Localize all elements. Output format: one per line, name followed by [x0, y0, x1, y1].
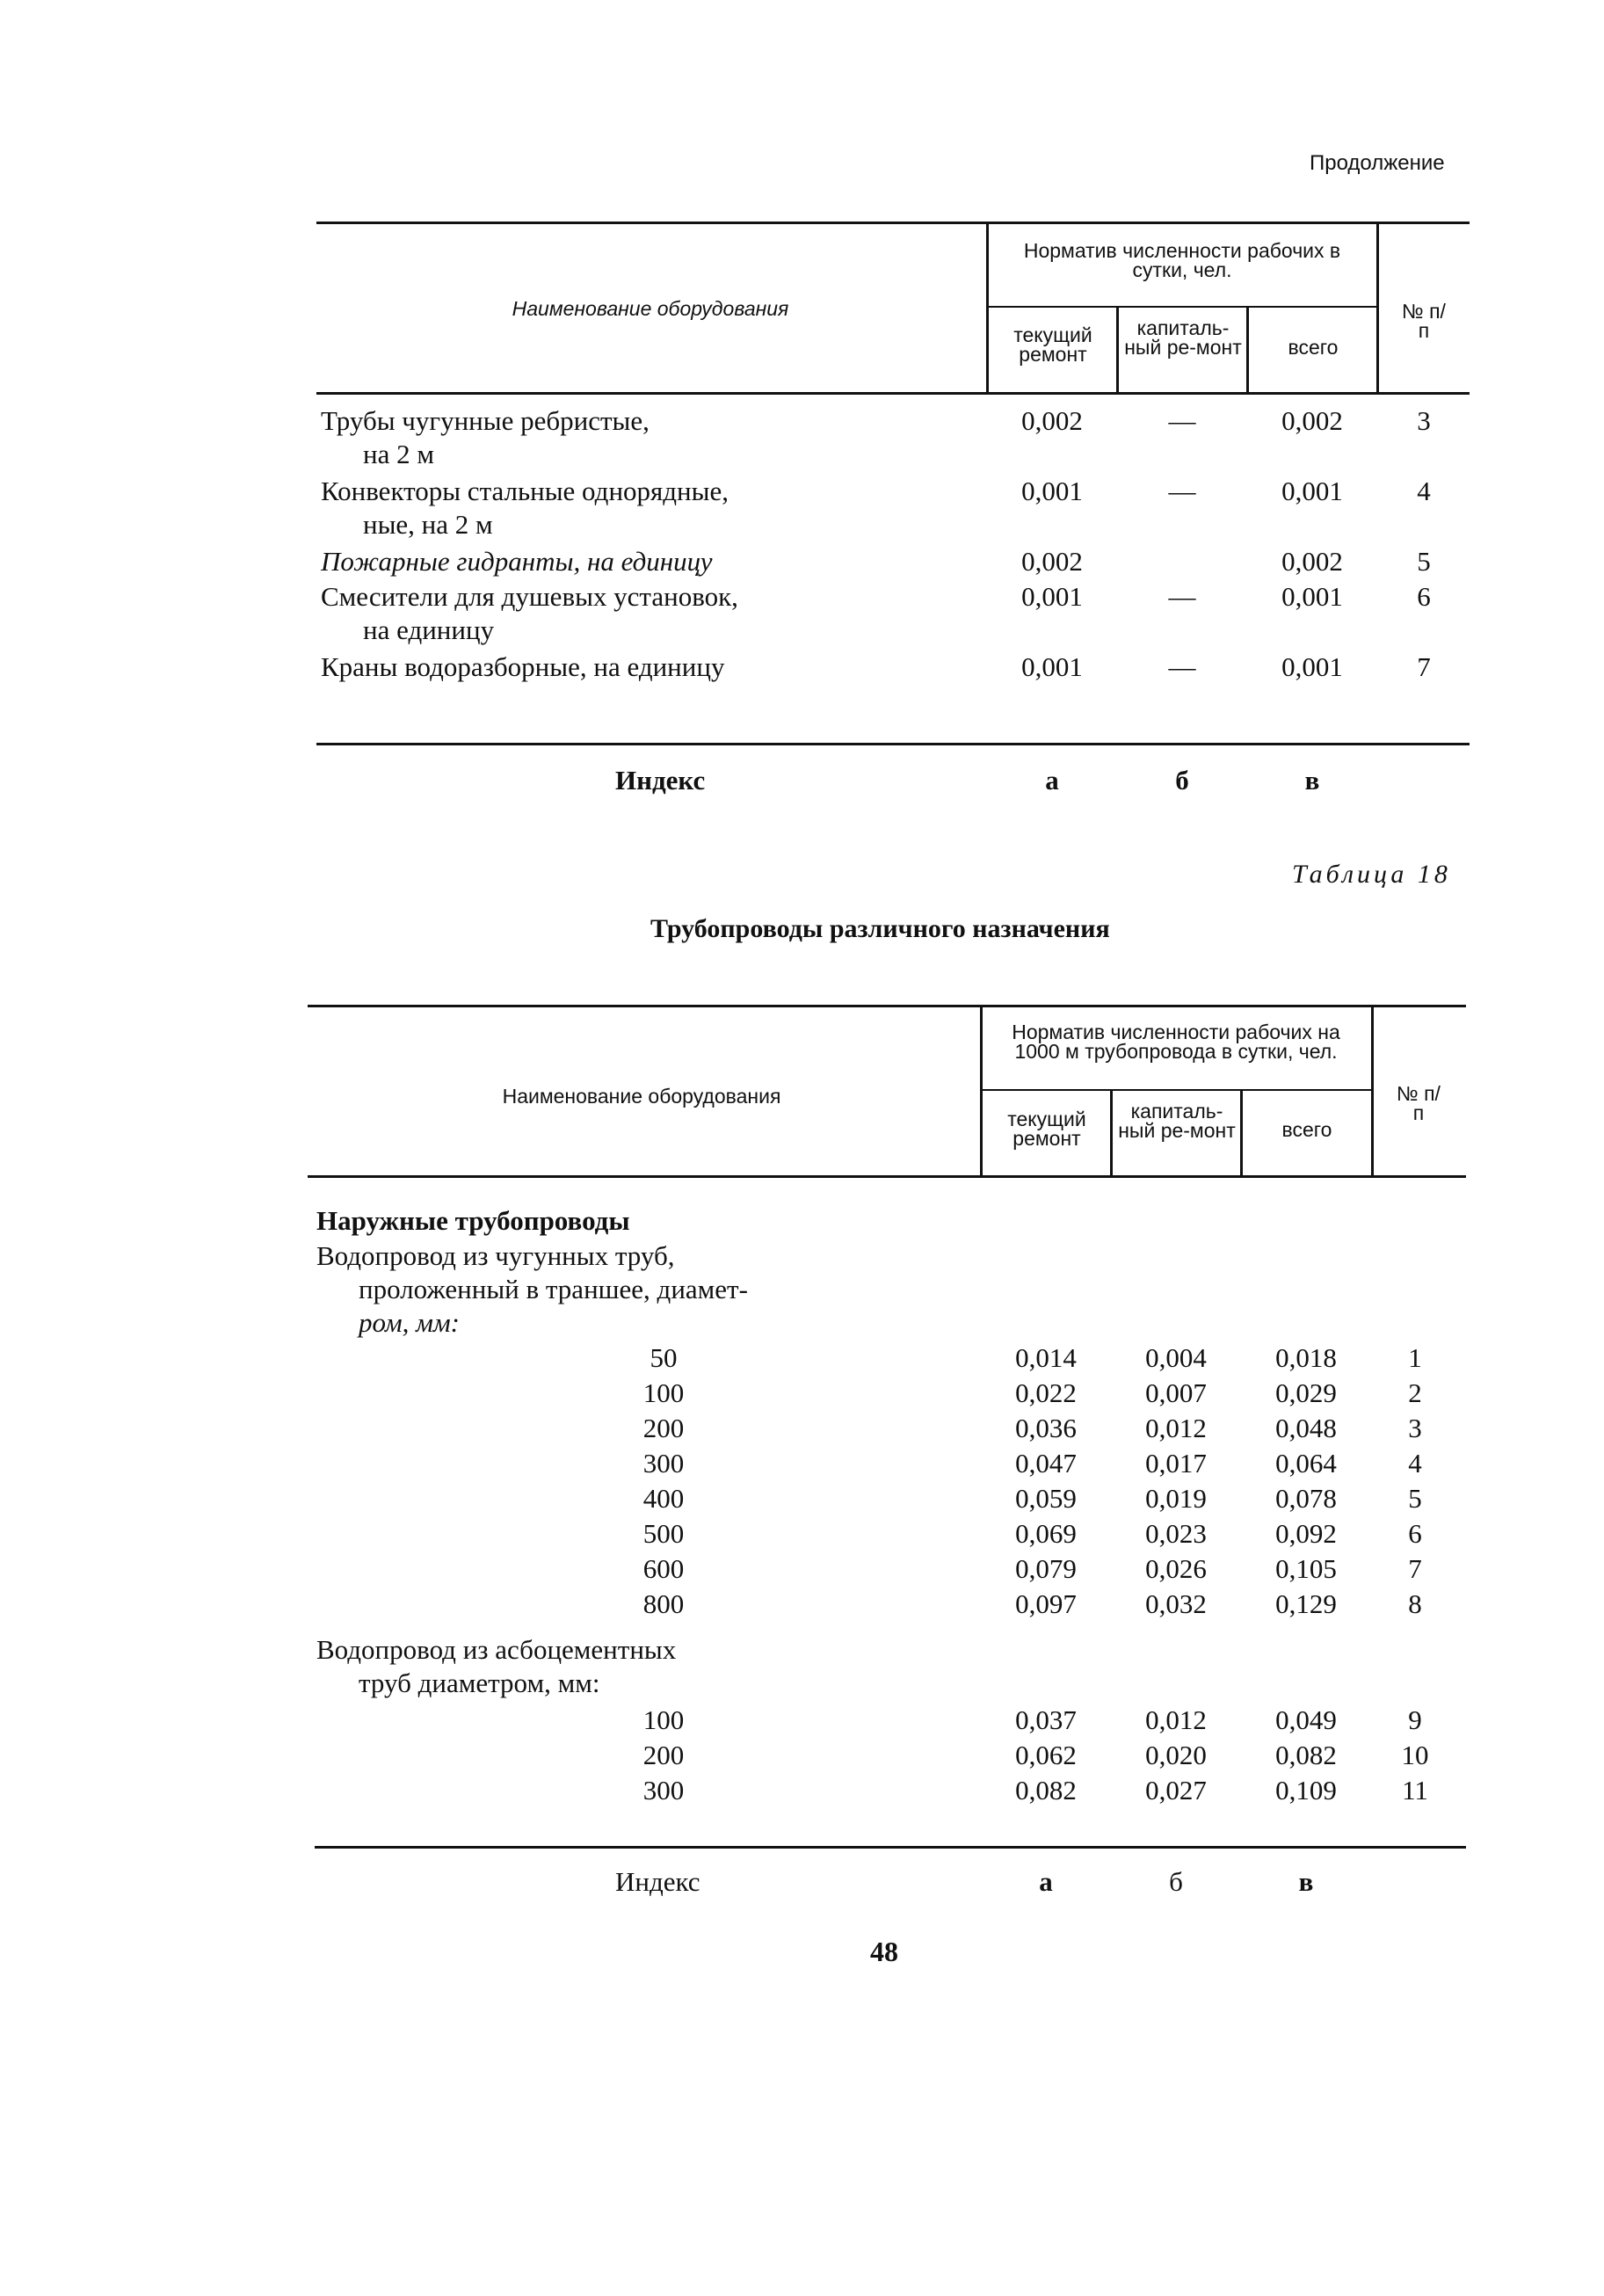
- table1-header-num: № п/п: [1402, 300, 1446, 342]
- cell-v: 0,109: [1275, 1775, 1337, 1806]
- cell-v: 0,002: [1281, 405, 1343, 436]
- cell-a: 0,001: [1021, 651, 1083, 682]
- cell-diameter: 100: [642, 1704, 685, 1735]
- cell-diameter: 200: [642, 1740, 685, 1770]
- cell-v: 0,078: [1275, 1483, 1337, 1514]
- cell-diameter: 200: [642, 1413, 685, 1443]
- cell-diameter: 800: [642, 1588, 685, 1619]
- section-heading: Наружные трубопроводы: [316, 1205, 630, 1236]
- table2-index-v: в: [1298, 1866, 1314, 1897]
- table1-group-rule: [986, 306, 1378, 308]
- cell-a: 0,037: [1015, 1704, 1077, 1735]
- table2-caption: Таблица 18: [1292, 860, 1451, 889]
- cell-num: 6: [1408, 1518, 1422, 1549]
- cell-num: 5: [1417, 546, 1431, 577]
- cell-v: 0,048: [1275, 1413, 1337, 1443]
- table1-bottom-rule: [316, 743, 1470, 745]
- table-row: [321, 404, 650, 471]
- cell-a: 0,001: [1021, 476, 1083, 506]
- cell-num: 4: [1408, 1448, 1422, 1479]
- cell-num: 1: [1408, 1342, 1422, 1373]
- table1-index-label: Индекс: [615, 765, 706, 796]
- group-heading: [316, 1633, 676, 1700]
- cell-b: 0,023: [1145, 1518, 1207, 1549]
- row-name-cont: на 2 м: [363, 439, 434, 469]
- cell-b: 0,019: [1145, 1483, 1207, 1514]
- table2-index-label: Индекс: [615, 1866, 700, 1897]
- cell-b: 0,004: [1145, 1342, 1207, 1373]
- cell-num: 10: [1401, 1740, 1429, 1770]
- table1-header-total: всего: [1288, 336, 1339, 359]
- cell-a: 0,022: [1015, 1377, 1077, 1408]
- cell-num: 3: [1417, 405, 1431, 436]
- table2-group-rule: [980, 1089, 1373, 1091]
- cell-num: 8: [1408, 1588, 1422, 1619]
- cell-num: 6: [1417, 581, 1431, 612]
- table2-header-rule: [308, 1175, 1466, 1178]
- row-name: Трубы чугунные ребристые,: [321, 405, 650, 436]
- table1-index-v: в: [1304, 765, 1320, 796]
- cell-diameter: 600: [642, 1553, 685, 1584]
- cell-num: 4: [1417, 476, 1431, 506]
- cell-diameter: 100: [642, 1377, 685, 1408]
- cell-b: —: [1168, 476, 1196, 506]
- cell-v: 0,001: [1281, 581, 1343, 612]
- cell-num: 5: [1408, 1483, 1422, 1514]
- table2-header-norm: Норматив численности рабочих на 1000 м трубопровода в сутки, чел.: [1012, 1021, 1340, 1063]
- table2-header-total: всего: [1281, 1118, 1332, 1141]
- table2-header-num: № п/п: [1397, 1082, 1441, 1124]
- table2-vline-cap: [1240, 1091, 1243, 1177]
- table1-vline-name: [986, 222, 989, 394]
- row-name: Смесители для душевых установок,: [321, 581, 738, 612]
- cell-v: 0,049: [1275, 1704, 1337, 1735]
- table2-header-name: Наименование оборудования: [502, 1085, 781, 1108]
- cell-b: —: [1168, 651, 1196, 682]
- table1-header-capital: капиталь-ный ре-монт: [1124, 316, 1242, 359]
- cell-v: 0,064: [1275, 1448, 1337, 1479]
- cell-b: 0,026: [1145, 1553, 1207, 1584]
- cell-b: 0,007: [1145, 1377, 1207, 1408]
- table-row: [321, 580, 738, 647]
- table2-bottom-rule: [315, 1846, 1466, 1849]
- cell-b: 0,020: [1145, 1740, 1207, 1770]
- cell-a: 0,069: [1015, 1518, 1077, 1549]
- table1-top-rule: [316, 222, 1470, 224]
- cell-v: 0,105: [1275, 1553, 1337, 1584]
- cell-num: 9: [1408, 1704, 1422, 1735]
- table1-vline-cur: [1116, 308, 1119, 394]
- cell-v: 0,018: [1275, 1342, 1337, 1373]
- table1-index-a: а: [1045, 765, 1059, 796]
- cell-a: 0,059: [1015, 1483, 1077, 1514]
- cell-v: 0,001: [1281, 476, 1343, 506]
- cell-diameter: 300: [642, 1775, 685, 1806]
- row-name: Конвекторы стальные однорядные,: [321, 476, 729, 506]
- table2-title: Трубопроводы различного назначения: [650, 914, 1110, 943]
- cell-num: 3: [1408, 1413, 1422, 1443]
- row-name-cont: ные, на 2 м: [363, 509, 493, 540]
- group-line: труб диаметром, мм:: [359, 1668, 600, 1698]
- table-row: [321, 650, 724, 684]
- cell-a: 0,001: [1021, 581, 1083, 612]
- cell-b: 0,017: [1145, 1448, 1207, 1479]
- cell-a: 0,062: [1015, 1740, 1077, 1770]
- cell-diameter: 400: [642, 1483, 685, 1514]
- cell-v: 0,029: [1275, 1377, 1337, 1408]
- table-row: [321, 545, 713, 578]
- cell-a: 0,014: [1015, 1342, 1077, 1373]
- cell-v: 0,129: [1275, 1588, 1337, 1619]
- table1-index-b: б: [1175, 765, 1189, 796]
- row-name: Краны водоразборные, на единицу: [321, 651, 725, 682]
- row-name-cont: на единицу: [363, 614, 495, 645]
- table2-vline-name: [980, 1005, 983, 1177]
- cell-a: 0,036: [1015, 1413, 1077, 1443]
- cell-b: —: [1168, 581, 1196, 612]
- cell-num: 2: [1408, 1377, 1422, 1408]
- continuation-label: Продолжение: [1310, 151, 1445, 175]
- cell-v: 0,092: [1275, 1518, 1337, 1549]
- table2-header-capital: капиталь-ный ре-монт: [1118, 1100, 1236, 1142]
- table2-vline-cur: [1110, 1091, 1113, 1177]
- group-heading: [316, 1239, 748, 1340]
- table2-header-current: текущий ремонт: [1007, 1108, 1086, 1150]
- cell-diameter: 50: [650, 1342, 678, 1373]
- cell-b: 0,012: [1145, 1413, 1207, 1443]
- table1-vline-cap: [1246, 308, 1249, 394]
- group-line: Водопровод из асбоцементных: [316, 1634, 677, 1665]
- cell-b: —: [1168, 405, 1196, 436]
- table1-header-norm: Норматив численности рабочих в сутки, чел.: [1023, 239, 1341, 281]
- cell-a: 0,002: [1021, 405, 1083, 436]
- cell-num: 7: [1417, 651, 1431, 682]
- cell-diameter: 500: [642, 1518, 685, 1549]
- group-line: Водопровод из чугунных труб,: [316, 1240, 675, 1271]
- table2-vline-num: [1371, 1005, 1374, 1177]
- cell-num: 11: [1402, 1775, 1428, 1806]
- table2-index-a: а: [1039, 1866, 1053, 1897]
- table1-header-rule: [316, 392, 1470, 395]
- cell-num: 7: [1408, 1553, 1422, 1584]
- table1-vline-num: [1376, 222, 1379, 394]
- cell-v: 0,001: [1281, 651, 1343, 682]
- cell-a: 0,079: [1015, 1553, 1077, 1584]
- group-line: проложенный в траншее, диамет-: [359, 1274, 748, 1304]
- row-name: Пожарные гидранты, на единицу: [321, 546, 713, 577]
- cell-diameter: 300: [642, 1448, 685, 1479]
- cell-b: 0,032: [1145, 1588, 1207, 1619]
- table2-index-b: б: [1169, 1866, 1183, 1897]
- cell-a: 0,047: [1015, 1448, 1077, 1479]
- cell-b: 0,027: [1145, 1775, 1207, 1806]
- cell-a: 0,002: [1021, 546, 1083, 577]
- table-row: [321, 475, 729, 541]
- table2-top-rule: [308, 1005, 1466, 1007]
- cell-a: 0,097: [1015, 1588, 1077, 1619]
- table1-header-name: Наименование оборудования: [512, 297, 789, 320]
- cell-a: 0,082: [1015, 1775, 1077, 1806]
- cell-v: 0,002: [1281, 546, 1343, 577]
- group-line: ром, мм:: [359, 1307, 460, 1338]
- cell-b: 0,012: [1145, 1704, 1207, 1735]
- table1-header-current: текущий ремонт: [1013, 323, 1092, 366]
- cell-v: 0,082: [1275, 1740, 1337, 1770]
- page-number: 48: [870, 1936, 898, 1967]
